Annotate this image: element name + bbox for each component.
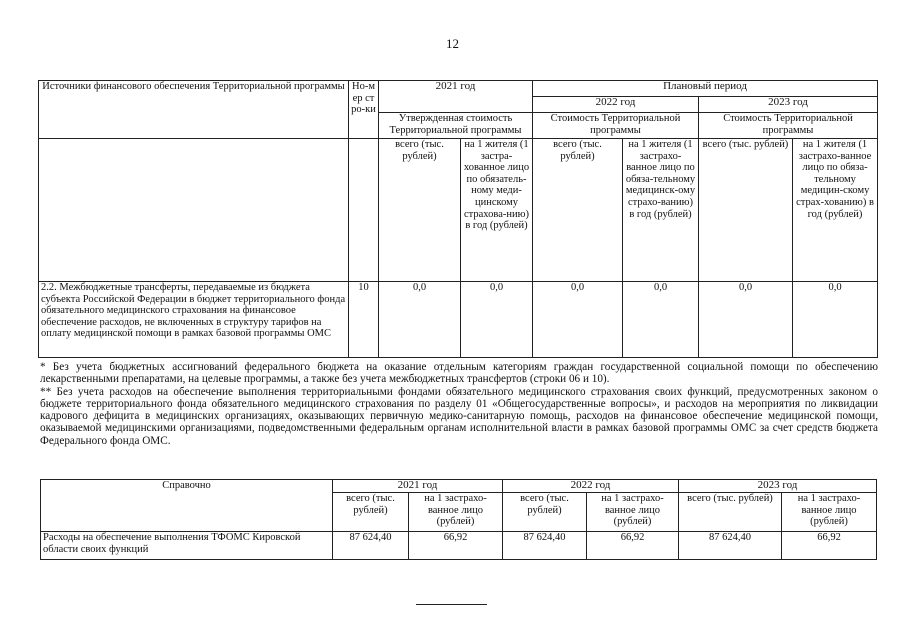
ref-header-label: Справочно [41, 480, 333, 532]
row-label: 2.2. Межбюджетные трансферты, передаваемые из бюджета субъекта Российской Федерации в бюджет территориального фонда обязательного медицинского страхования на финансовое обеспечение расходов, не включенных в структуру тарифов на оплату медицинской помощи в рамках базовой программы ОМС [39, 282, 349, 358]
ref-value-2022-per-capita: 66,92 [587, 532, 679, 560]
page-number: 12 [446, 36, 459, 51]
header-2023-total: всего (тыс. рублей) [699, 139, 793, 282]
value-2023-per-capita: 0,0 [793, 282, 878, 358]
header-2022-total: всего (тыс. рублей) [533, 139, 623, 282]
value-2022-per-capita: 0,0 [623, 282, 699, 358]
header-empty-number [349, 139, 379, 282]
value-2021-per-capita: 0,0 [461, 282, 533, 358]
value-2021-total: 0,0 [379, 282, 461, 358]
ref-header-2022-per-capita: на 1 застрахо-ванное лицо (рублей) [587, 493, 679, 532]
ref-header-2022: 2022 год [503, 480, 679, 493]
header-year-2022: 2022 год [533, 97, 699, 113]
footnote-2: ** Без учета расходов на обеспечение выполнения территориальными фондами обязательного медицинского страхования своих функций, предусмотренных законом о бюджете территориального фонда обязательного медицинского страхования по разделу 01 «Общегосударственные вопросы», и расходов на мероприятия по ликвидации кадрового дефицита в медицинских организациях, оказывающих первичную медико-санитарную помощь, расходов на финансовое обеспечение медицинской помощи, оказываемой медицинскими организациями, подведомственными федеральным органам исполнительной власти в рамках базовой программы ОМС за счет средств бюджета Федерального фонда ОМС. [40, 385, 878, 447]
header-planned-period: Плановый период [533, 81, 878, 97]
ref-value-2022-total: 87 624,40 [503, 532, 587, 560]
ref-header-2023: 2023 год [679, 480, 877, 493]
ref-value-2021-per-capita: 66,92 [409, 532, 503, 560]
header-year-2023: 2023 год [699, 97, 878, 113]
ref-header-2023-total: всего (тыс. рублей) [679, 493, 782, 532]
footnote-1: * Без учета бюджетных ассигнований федерального бюджета на оказание отдельным категориям граждан государственной социальной помощи по обеспечению лекарственными препаратами, на целевые программы, а также без учета межбюджетных трансфертов (строки 06 и 10). [40, 361, 878, 386]
header-row-number: Но-мер стро-ки [349, 81, 379, 139]
ref-row-label: Расходы на обеспечение выполнения ТФОМС Кировской области своих функций [41, 532, 333, 560]
ref-value-2021-total: 87 624,40 [333, 532, 409, 560]
header-2021-subtitle: Утвержденная стоимость Территориальной программы [379, 113, 533, 139]
row-number: 10 [349, 282, 379, 358]
header-2021-total: всего (тыс. рублей) [379, 139, 461, 282]
financing-sources-table [38, 80, 878, 358]
ref-header-2022-total: всего (тыс. рублей) [503, 493, 587, 532]
value-2023-total: 0,0 [699, 282, 793, 358]
header-source: Источники финансового обеспечения Территориальной программы [39, 81, 349, 139]
table-row [39, 282, 878, 358]
ref-header-2023-per-capita: на 1 застрахо-ванное лицо (рублей) [782, 493, 877, 532]
header-empty-source [39, 139, 349, 282]
header-2021-per-capita: на 1 жителя (1 застра-хованное лицо по обязатель-ному меди-цинскому страхова-нию) в год (рублей) [461, 139, 533, 282]
header-2022-per-capita: на 1 жителя (1 застрахо-ванное лицо по обяза-тельному медицинск-ому страхо-ванию) в год (рублей) [623, 139, 699, 282]
header-2023-per-capita: на 1 жителя (1 застрахо-ванное лицо по обяза-тельному медицин-скому страх-хованию) в год (рублей) [793, 139, 878, 282]
header-2023-subtitle: Стоимость Территориальной программы [699, 113, 878, 139]
footnotes [40, 361, 878, 447]
value-2022-total: 0,0 [533, 282, 623, 358]
table-row [41, 532, 877, 560]
ref-header-2021: 2021 год [333, 480, 503, 493]
header-2022-subtitle: Стоимость Территориальной программы [533, 113, 699, 139]
ref-value-2023-per-capita: 66,92 [782, 532, 877, 560]
reference-table [40, 479, 877, 560]
bottom-separator-line [416, 604, 487, 605]
ref-header-2021-total: всего (тыс. рублей) [333, 493, 409, 532]
header-year-2021: 2021 год [379, 81, 533, 113]
ref-header-2021-per-capita: на 1 застрахо-ванное лицо (рублей) [409, 493, 503, 532]
ref-value-2023-total: 87 624,40 [679, 532, 782, 560]
